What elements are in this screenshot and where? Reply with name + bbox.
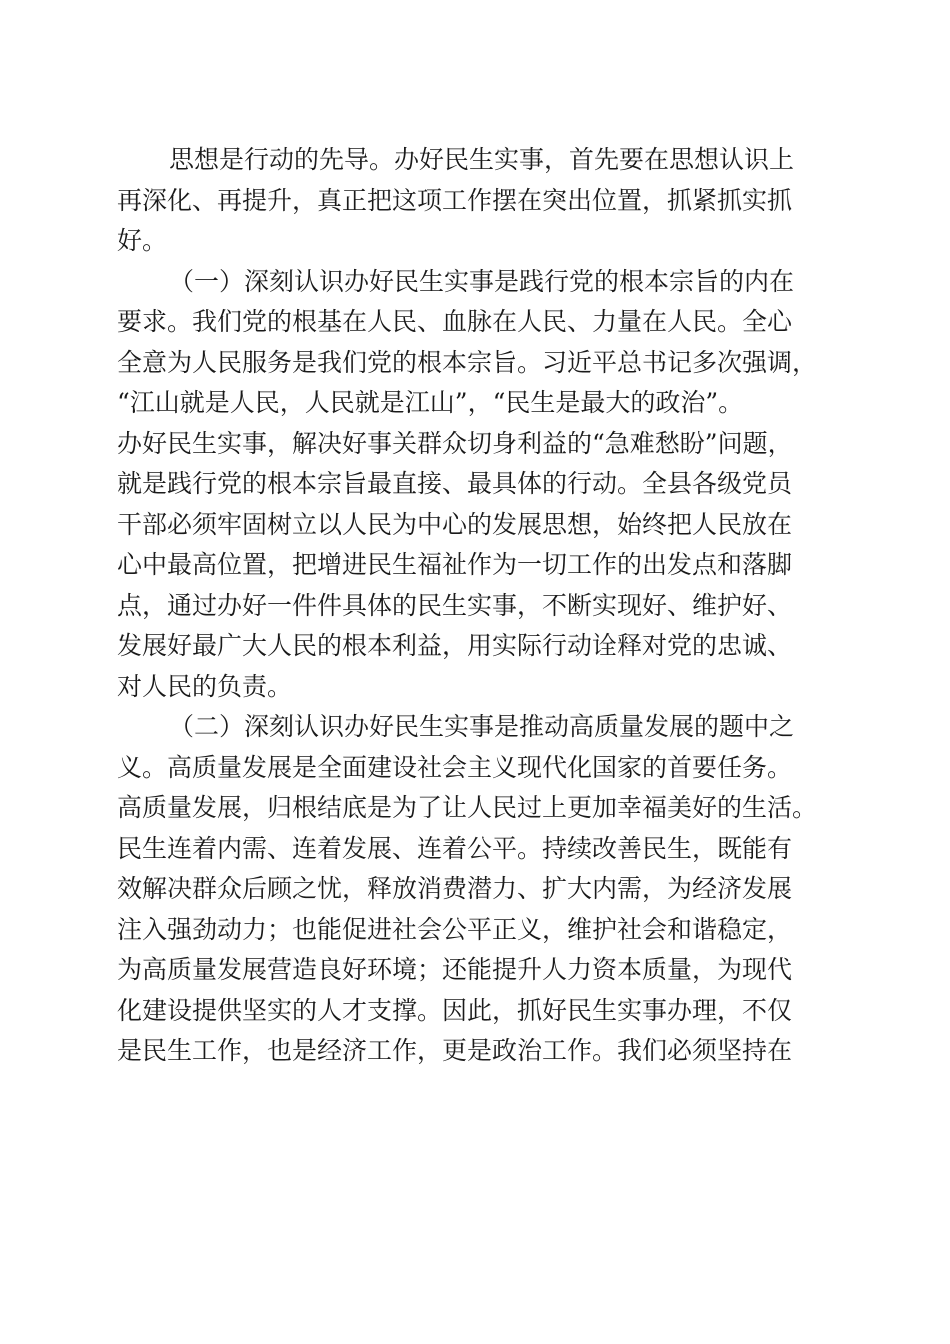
body-text <box>117 140 833 1072</box>
text-line: 民生连着内需、连着发展、连着公平。持续改善民生，既能有 <box>117 833 793 863</box>
text-line: 思想是行动的先导。办好民生实事，首先要在思想认识上 <box>169 145 795 174</box>
text-line: 是民生工作，也是经济工作，更是政治工作。我们必须坚持在 <box>117 1036 793 1065</box>
text-line: 干部必须牢固树立以人民为中心的发展思想，始终把人民放在 <box>117 509 793 539</box>
text-line: 对人民的负责。 <box>117 671 293 701</box>
text-line: 高质量发展，归根结底是为了让人民过上更加幸福美好的生活。 <box>117 793 818 822</box>
text-line: 为高质量发展营造良好环境；还能提升人力资本质量，为现代 <box>117 955 793 984</box>
text-line: 化建设提供坚实的人才支撑。因此，抓好民生实事办理，不仅 <box>117 995 793 1025</box>
text-line: 再深化、再提升，真正把这项工作摆在突出位置，抓紧抓实抓 <box>117 185 793 215</box>
text-line: 就是践行党的根本宗旨最直接、最具体的行动。全县各级党员 <box>117 469 793 498</box>
text-line: 义。高质量发展是全面建设社会主义现代化国家的首要任务。 <box>117 752 793 782</box>
text-line: 办好民生实事，解决好事关群众切身利益的“急难愁盼”问题， <box>117 428 793 458</box>
text-line: 发展好最广大人民的根本利益，用实际行动诠释对党的忠诚、 <box>117 631 793 660</box>
section-heading-line: （一）深刻认识办好民生实事是践行党的根本宗旨的内在 <box>169 266 795 296</box>
text-line: 点，通过办好一件件具体的民生实事，不断实现好、维护好、 <box>117 590 793 620</box>
text-line: “江山就是人民，人民就是江山”，“民生是最大的政治”。 <box>117 388 744 417</box>
paragraph-section-two <box>117 707 833 1072</box>
text-line: 效解决群众后顾之忧，释放消费潜力、扩大内需，为经济发展 <box>117 874 793 903</box>
section-heading-line: （二）深刻认识办好民生实事是推动高质量发展的题中之 <box>169 712 795 741</box>
text-line: 注入强劲动力；也能促进社会公平正义，维护社会和谐稳定， <box>117 914 793 944</box>
text-line: 全意为人民服务是我们党的根本宗旨。习近平总书记多次强调， <box>117 347 818 377</box>
text-line: 心中最高位置，把增进民生福祉作为一切工作的出发点和落脚 <box>117 550 793 579</box>
paragraph-section-one <box>117 262 833 708</box>
text-line: 要求。我们党的根基在人民、血脉在人民、力量在人民。全心 <box>117 307 793 336</box>
text-line: 好。 <box>117 226 168 255</box>
paragraph-intro <box>117 140 833 262</box>
